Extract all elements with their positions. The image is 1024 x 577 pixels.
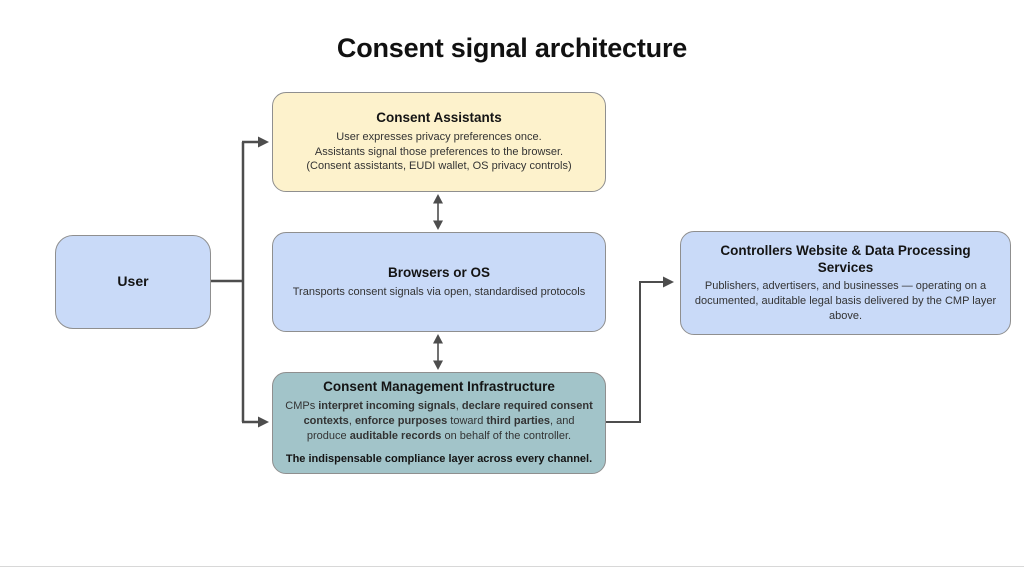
body-line: User expresses privacy preferences once. xyxy=(336,131,542,143)
node-browsers-os-body: Transports consent signals via open, standardised protocols xyxy=(292,285,586,298)
node-user xyxy=(55,235,211,329)
cmi-to-controllers-arrow xyxy=(606,277,674,423)
user-branch-connector xyxy=(210,142,243,422)
node-consent-assistants xyxy=(272,92,606,192)
node-browsers-os-heading: Browsers or OS xyxy=(387,264,491,280)
node-consent-assistants-body xyxy=(306,130,571,174)
body-line: (Consent assistants, EUDI wallet, OS privacy controls) xyxy=(306,160,572,173)
assistants-browsers-double-arrow xyxy=(433,194,443,230)
body-line: Assistants signal those preferences to the browser. xyxy=(314,145,564,158)
node-controllers-body: Publishers, advertisers, and businesses — operating on a documented, auditable legal basis delivered by the CMP layer above. xyxy=(694,280,997,322)
node-consent-assistants-heading: Consent Assistants xyxy=(376,110,502,126)
user-to-cmi-arrow xyxy=(242,417,269,428)
node-cmi-body: CMPs interpret incoming signals, declare required consent contexts, enforce purposes toward third parties, and produce auditable records on behalf of the controller. xyxy=(285,400,593,442)
node-cmi-heading: Consent Management Infrastructure xyxy=(323,379,555,395)
node-consent-management-infrastructure xyxy=(272,372,606,474)
node-user-heading: User xyxy=(117,273,149,290)
user-to-consent-assistants-arrow xyxy=(242,137,269,148)
node-controllers xyxy=(680,231,1011,335)
browsers-cmi-double-arrow xyxy=(433,334,443,370)
diagram-title: Consent signal architecture xyxy=(336,33,688,63)
node-browsers-os xyxy=(272,232,606,332)
slide-bottom-border xyxy=(0,566,1024,567)
node-cmi-footer: The indispensable compliance layer across every channel. xyxy=(285,453,593,466)
node-controllers-heading: Controllers Website & Data Processing Services xyxy=(720,242,971,275)
